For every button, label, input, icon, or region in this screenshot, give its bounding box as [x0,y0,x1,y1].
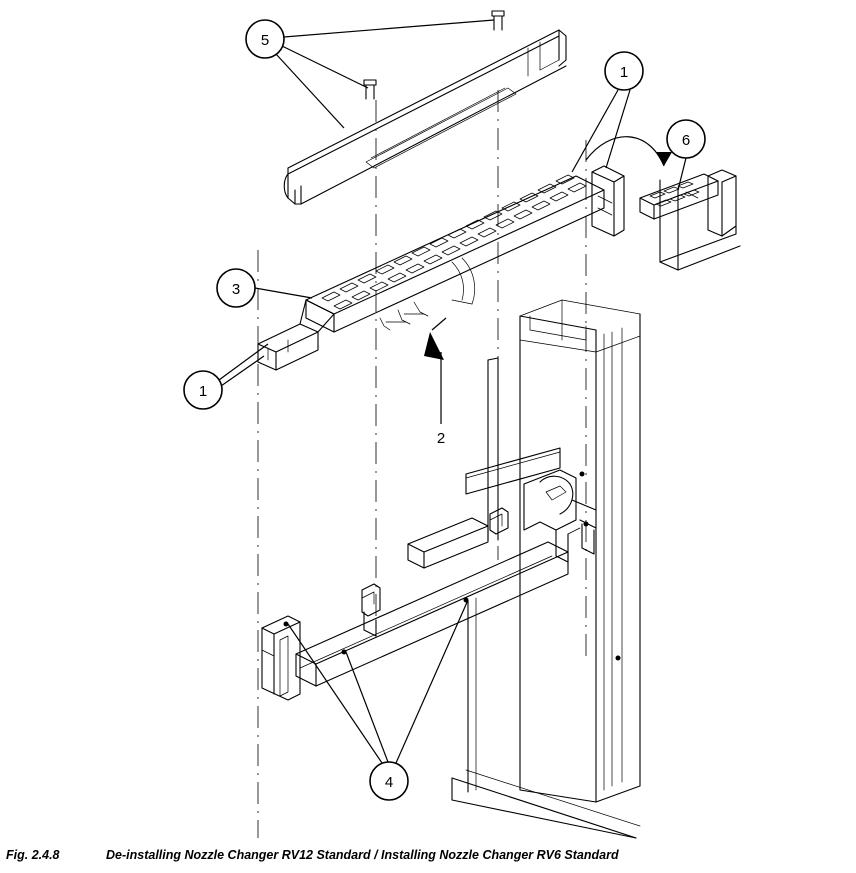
callout-6 [667,120,705,158]
upper-cover-panel [284,30,566,204]
nozzle-holder-array [322,175,586,309]
callout-4-label: 5 [260,32,270,49]
figure-number: Fig. 2.4.8 [6,848,60,862]
figure-caption-text: De-installing Nozzle Changer RV12 Standard / Installing Nozzle Changer RV6 Standard [106,848,619,862]
move-arrow-to-detail [586,137,672,166]
callout-4 [246,20,284,58]
callout-5 [370,762,408,800]
cover-screws [364,11,504,99]
center-lines [258,90,586,838]
direction-arrow-marker [424,318,446,360]
callout-3 [217,269,255,307]
machine-frame [262,300,640,838]
nozzle-changer-rv12 [258,166,624,370]
callout-3-label: 3 [231,281,241,298]
callout-2 [437,430,445,447]
figure-caption [6,848,850,862]
nozzle-changer-rv6-detail [640,170,740,270]
leader-lines [219,20,686,763]
callout-2-label: 2 [436,430,446,447]
callout-1-left-label: 1 [198,383,208,400]
callout-1-top [605,52,643,90]
callout-5-label: 4 [384,774,394,791]
callout-1-left [184,371,222,409]
callout-1-top-label: 1 [619,64,629,81]
callout-6-label: 6 [681,132,691,149]
